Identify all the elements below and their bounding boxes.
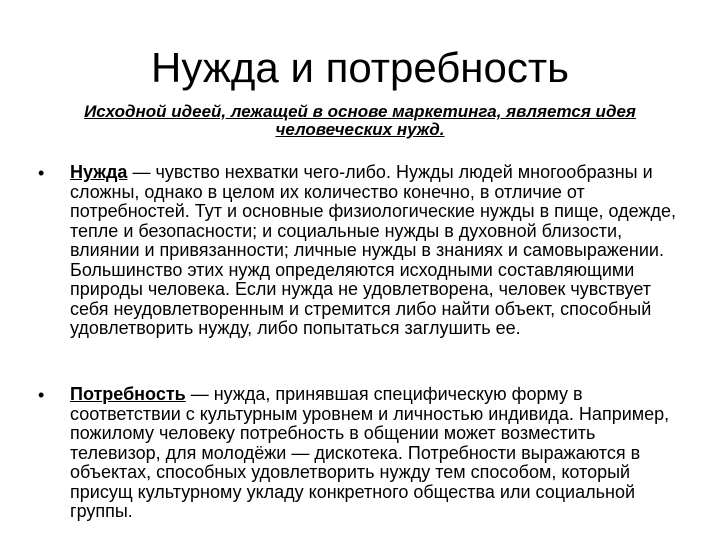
definition-need: — чувство нехватки чего-либо. Нужды людей многообразны и сложны, однако в целом их количество конечно, в отличие от потребностей. Тут и основные физиологические нужды в пище, одежде, тепле и безопасности; и социальные нужды в духовной близости, влиянии и привязанности; личные нужды в знаниях и самовыражении. Большинство этих нужд определяются исходными составляющими природы человека. Если нужда не удовлетворена, человек чувствует себя неудовлетворенным и стремится либо найти объект, способный удовлетворить нужду, либо попытаться заглушить ее. [70, 162, 677, 338]
bullet-marker: • [38, 385, 45, 405]
term-need: Нужда [70, 162, 128, 182]
bullet-marker: • [38, 163, 45, 183]
definition-want: — нужда, принявшая специфическую форму в соответствии с культурным уровнем и личностью индивида. Например, пожилому человеку потребность в общении может возместить телевизор, для молодёжи — дискотека. Потребности выражаются в объектах, способных удовлетворить нужду тем способом, который присущ культурному укладу конкретного общества или социальной группы. [70, 384, 670, 521]
term-want: Потребность [70, 384, 186, 404]
bullet-need-text [70, 163, 690, 339]
bullet-want-text [70, 385, 690, 522]
slide-subtitle: Исходной идеей, лежащей в основе маркетинга, является идея человеческих нужд. [84, 102, 636, 139]
slide-title: Нужда и потребность [151, 44, 569, 91]
